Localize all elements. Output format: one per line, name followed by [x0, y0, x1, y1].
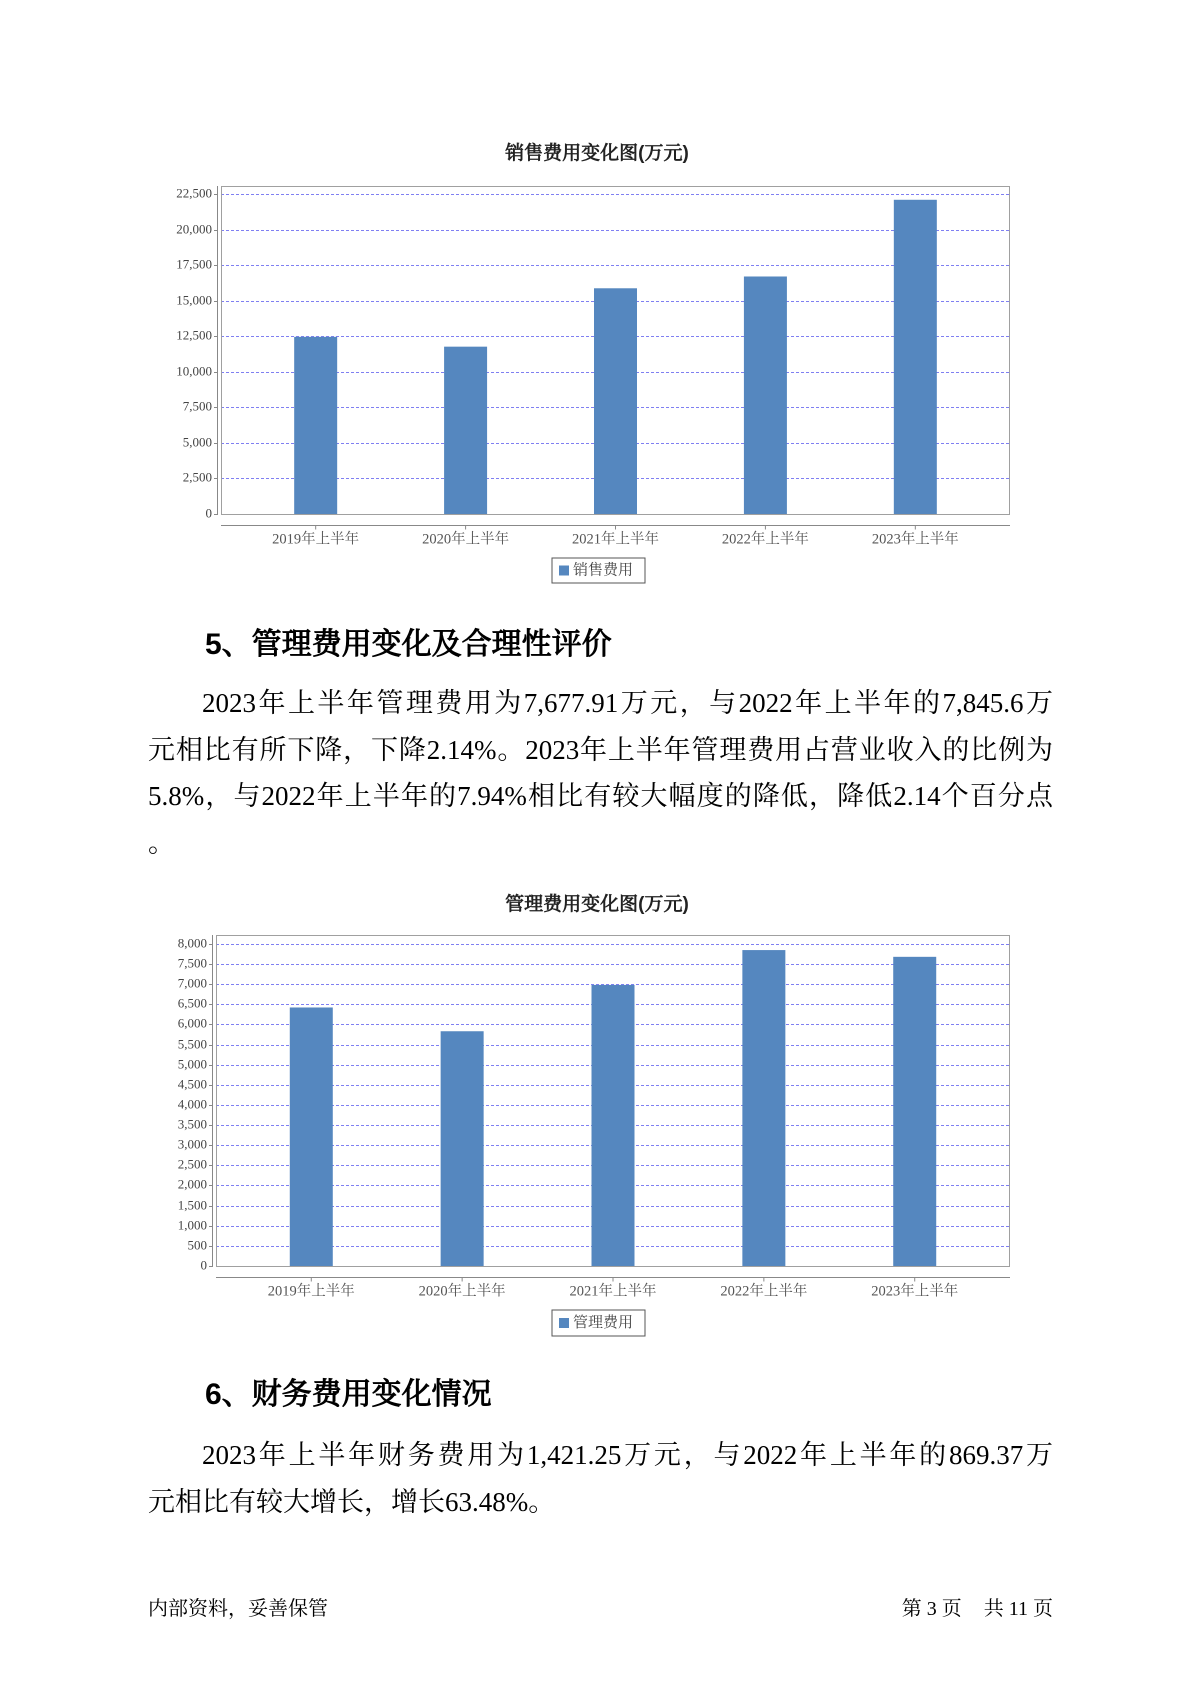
x-tick-label: 2022年上半年 — [721, 531, 809, 548]
x-tick-label: 2021年上半年 — [569, 1283, 657, 1300]
y-tick-label: 0 — [200, 1257, 207, 1273]
chart-title: 管理费用变化图(万元) — [505, 894, 689, 916]
section-heading: 5、管理费用变化及合理性评价 — [205, 628, 612, 661]
bar-2020 — [444, 347, 487, 514]
x-tick-label: 2023年上半年 — [871, 1283, 959, 1300]
legend-label: 销售费用 — [573, 562, 634, 579]
section-heading: 6、财务费用变化情况 — [205, 1378, 492, 1411]
paragraph-line: 2023年上半年财务费用为1,421.25万元，与2022年上半年的869.37万 — [202, 1440, 1053, 1470]
y-tick-label: 8,000 — [177, 935, 207, 951]
y-tick-label: 7,500 — [182, 398, 212, 414]
x-tick-label: 2019年上半年 — [272, 531, 360, 548]
bar-2022 — [742, 950, 785, 1266]
y-tick-label: 15,000 — [176, 292, 212, 308]
y-tick-label: 500 — [187, 1237, 207, 1253]
bar-2020 — [441, 1031, 484, 1266]
admin-expense-chart — [0, 875, 1191, 1345]
chart-legend — [552, 558, 645, 583]
paragraph-line: 元相比有所下降，下降2.14%。2023年上半年管理费用占营业收入的比例为 — [148, 734, 1053, 765]
y-tick-label: 3,000 — [177, 1136, 207, 1152]
x-tick-label: 2019年上半年 — [267, 1283, 355, 1300]
legend-swatch — [559, 1318, 569, 1328]
footer-page-number — [902, 1595, 1053, 1623]
y-tick-label: 7,000 — [177, 975, 207, 991]
bar-2022 — [744, 276, 787, 514]
y-tick-label: 22,500 — [176, 185, 212, 201]
x-tick-label: 2023年上半年 — [871, 531, 959, 548]
plot-area — [178, 935, 1010, 1299]
y-tick-label: 6,000 — [177, 1015, 207, 1031]
y-tick-label: 10,000 — [176, 363, 212, 379]
paragraph-line: 2023年上半年管理费用为7,677.91万元，与2022年上半年的7,845.6万 — [202, 688, 1053, 718]
bar-2021 — [592, 985, 635, 1266]
y-tick-label: 17,500 — [176, 256, 212, 272]
footer-confidential-note: 内部资料，妥善保管 — [148, 1598, 328, 1620]
y-tick-label: 6,500 — [177, 995, 207, 1011]
y-tick-label: 5,000 — [182, 434, 212, 450]
y-tick-label: 20,000 — [176, 221, 212, 237]
x-tick-label: 2020年上半年 — [422, 531, 510, 548]
y-tick-label: 4,500 — [177, 1076, 207, 1092]
bar-2021 — [594, 288, 637, 514]
y-tick-label: 5,500 — [177, 1036, 207, 1052]
bar-2019 — [294, 337, 337, 514]
y-tick-label: 1,500 — [177, 1197, 207, 1213]
section-paragraph — [148, 1432, 1053, 1525]
paragraph-line: 。 — [148, 827, 175, 858]
y-tick-label: 4,000 — [177, 1096, 207, 1112]
x-tick-label: 2022年上半年 — [720, 1283, 808, 1300]
y-tick-label: 7,500 — [177, 955, 207, 971]
total-pages-label: 共 11 页 — [983, 1598, 1053, 1620]
sales-expense-chart — [0, 130, 1191, 600]
x-tick-label: 2020年上半年 — [418, 1283, 506, 1300]
y-tick-label: 2,500 — [182, 469, 212, 485]
bar-2019 — [290, 1007, 333, 1266]
y-tick-label: 2,000 — [177, 1176, 207, 1192]
plot-area — [176, 185, 1010, 547]
legend-label: 管理费用 — [573, 1314, 634, 1331]
chart-legend — [552, 1310, 645, 1336]
bar-2023 — [894, 200, 937, 514]
y-tick-label: 1,000 — [177, 1217, 207, 1233]
paragraph-line: 5.8%，与2022年上半年的7.94%相比有较大幅度的降低，降低2.14个百分点 — [148, 781, 1053, 811]
y-tick-label: 5,000 — [177, 1056, 207, 1072]
x-tick-label: 2021年上半年 — [572, 531, 659, 548]
bar-2023 — [893, 957, 936, 1266]
y-tick-label: 12,500 — [176, 327, 212, 343]
legend-swatch — [559, 566, 569, 576]
y-tick-label: 0 — [205, 505, 212, 521]
section-paragraph — [148, 680, 1053, 866]
chart-title: 销售费用变化图(万元) — [505, 143, 689, 165]
current-page-label: 第 3 页 — [901, 1598, 962, 1620]
y-tick-label: 3,500 — [177, 1116, 207, 1132]
y-tick-label: 2,500 — [177, 1156, 207, 1172]
paragraph-line: 元相比有较大增长，增长63.48%。 — [148, 1486, 556, 1517]
